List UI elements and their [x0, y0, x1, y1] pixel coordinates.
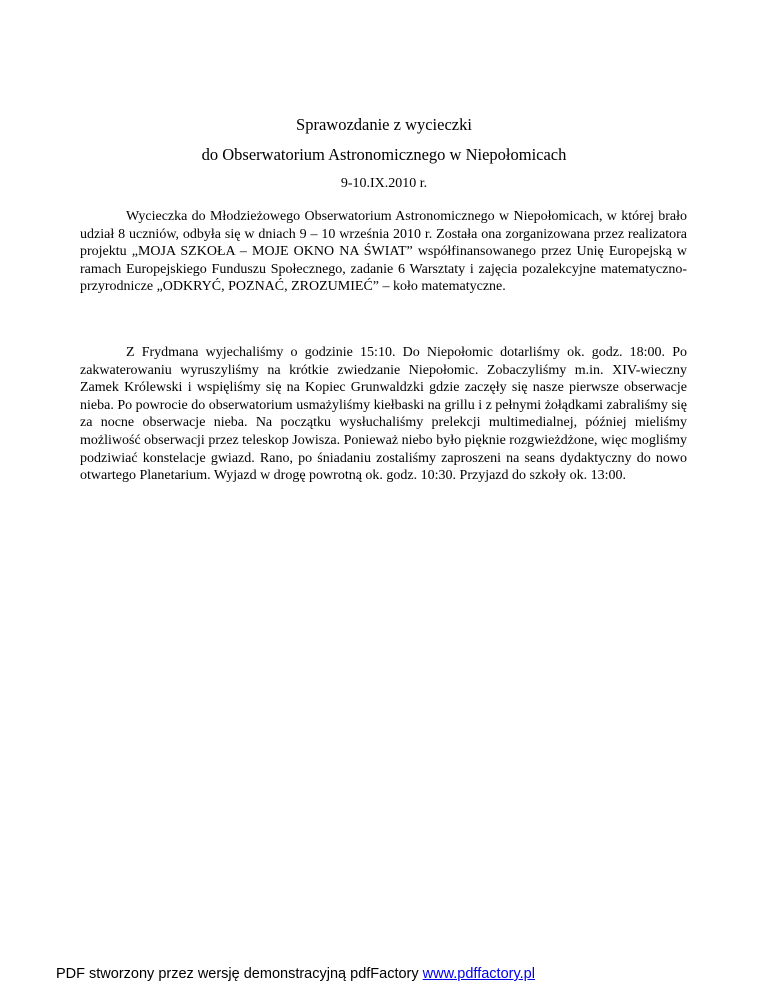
- paragraph-1: Wycieczka do Młodzieżowego Obserwatorium Astronomicznego w Niepołomicach, w której brało udział 8 uczniów, odbyła się w dniach 9 – 10 września 2010 r. Została ona zorganizowana przez realizatora projektu „MOJA SZKOŁA – MOJE OKNO NA ŚWIAT” współfinansowanego przez Unię Europejską w ramach Europejskiego Funduszu Społecznego, zadanie 6 Warsztaty i zajęcia pozalekcyjne matematyczno-przyrodnicze „ODKRYĆ, POZNAĆ, ZROZUMIEĆ” – koło matematyczne.: [80, 209, 687, 295]
- document-subtitle: do Obserwatorium Astronomicznego w Niepołomicach: [201, 145, 567, 164]
- document-title: Sprawozdanie z wycieczki: [296, 115, 472, 134]
- footer-link[interactable]: www.pdffactory.pl: [422, 966, 535, 982]
- footer-text: PDF stworzony przez wersję demonstracyjną pdfFactory: [56, 966, 423, 982]
- paragraph-2: Z Frydmana wyjechaliśmy o godzinie 15:10. Do Niepołomic dotarliśmy ok. godz. 18:00. Po zakwaterowaniu wyruszyliśmy na krótkie zwiedzanie Niepołomic. Zobaczyliśmy m.in. XIV-wieczny Zamek Królewski i wspięliśmy się na Kopiec Grunwaldzki gdzie zaczęły się nasze pierwsze obserwacje nieba. Po powrocie do obserwatorium usmażyliśmy kiełbaski na grillu i z pełnymi żołądkami zabraliśmy się za nocne obserwacje nieba. Na początku wysłuchaliśmy prelekcji multimedialnej, później mieliśmy możliwość obserwacji przez teleskop Jowisza. Ponieważ niebo było pięknie rozgwieżdżone, więc mogliśmy podziwiać konstelacje gwiazd. Rano, po śniadaniu zostaliśmy zaproszeni na seans dydaktyczny do nowo otwartego Planetarium. Wyjazd w drogę powrotną ok. godz. 10:30. Przyjazd do szkoły ok. 13:00.: [80, 345, 687, 484]
- document-date: 9-10.IX.2010 r.: [340, 176, 428, 191]
- pdf-footer: [56, 966, 535, 982]
